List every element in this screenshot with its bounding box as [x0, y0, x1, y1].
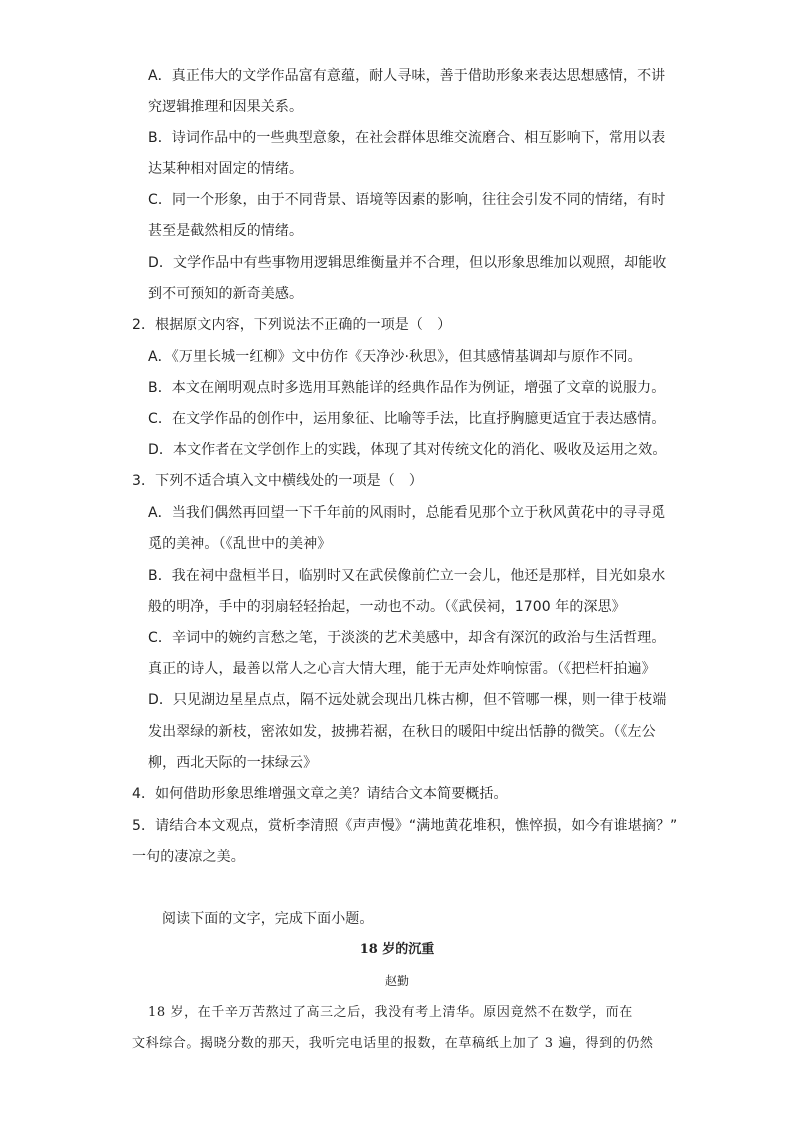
q1-option-d-line2: 到不可预知的新奇美感。: [148, 286, 304, 302]
q3-option-d-line3: 柳，西北天际的一抹绿云》: [148, 755, 318, 771]
q3-stem: 3．下列不适合填入文中横线处的一项是（ ）: [132, 473, 424, 489]
q1-option-b-line1: B．诗词作品中的一些典型意象，在社会群体思维交流磨合、相互影响下，常用以表: [148, 130, 666, 146]
article-title: 18 岁的沉重: [359, 942, 435, 957]
q3-option-b-line2: 般的明净，手中的羽扇轻轻抬起，一动也不动。（《武侯祠，1700 年的深思》: [148, 599, 626, 615]
reading-intro: 阅读下面的文字，完成下面小题。: [162, 911, 374, 927]
q4-stem: 4．如何借助形象思维增强文章之美？请结合文本简要概括。: [132, 786, 508, 802]
q1-option-a-line2: 究逻辑推理和因果关系。: [148, 99, 304, 115]
q1-option-c-line2: 甚至是截然相反的情绪。: [148, 223, 304, 239]
q1-option-b-line2: 达某种相对固定的情绪。: [148, 161, 304, 177]
q3-option-a-line2: 觅的美神。（《乱世中的美神》: [148, 536, 332, 552]
q3-option-d-line1: D．只见湖边星星点点，隔不远处就会现出几株古柳，但不管哪一棵，则一律于枝端: [148, 692, 667, 708]
q1-option-d-line1: D．文学作品中有些事物用逻辑思维衡量并不合理，但以形象思维加以观照，却能收: [148, 255, 667, 271]
q3-option-c-line2: 真正的诗人，最善以常人之心言大情大理，能于无声处炸响惊雷。（《把栏杆拍遍》: [148, 661, 656, 677]
q2-option-c: C．在文学作品的创作中，运用象征、比喻等手法，比直抒胸臆更适宜于表达感情。: [148, 411, 666, 427]
q5-stem-line1: 5．请结合本文观点，赏析李清照《声声慢》“满地黄花堆积，憔悴损，如今有谁堪摘？”: [132, 818, 678, 834]
q3-option-c-line1: C．辛词中的婉约言愁之笔，于淡淡的艺术美感中，却含有深沉的政治与生活哲理。: [148, 630, 666, 646]
article-paragraph-line2: 文科综合。揭晓分数的那天，我听完电话里的报数，在草稿纸上加了 3 遍，得到的仍然: [132, 1036, 654, 1051]
q1-option-c-line1: C．同一个形象，由于不同背景、语境等因素的影响，往往会引发不同的情绪，有时: [148, 192, 666, 208]
q3-option-b-line1: B．我在祠中盘桓半日，临别时又在武侯像前伫立一会儿，他还是那样，目光如泉水: [148, 568, 666, 584]
q1-option-a-line1: A．真正伟大的文学作品富有意蕴，耐人寻味，善于借助形象来表达思想感情，不讲: [148, 68, 666, 84]
q5-stem-line2: 一句的凄凉之美。: [132, 849, 245, 865]
article-author: 赵勤: [384, 974, 409, 988]
q2-option-a: A．《万里长城一红柳》文中仿作《天净沙·秋思》，但其感情基调却与原作不同。: [148, 349, 642, 365]
q2-option-d: D．本文作者在文学创作上的实践，体现了其对传统文化的消化、吸收及运用之效。: [148, 442, 667, 458]
q3-option-d-line2: 发出翠绿的新枝，密浓如发，披拂若裾，在秋日的暖阳中绽出恬静的微笑。（《左公: [148, 724, 656, 740]
q3-option-a-line1: A．当我们偶然再回望一下千年前的风雨时，总能看见那个立于秋风黄花中的寻寻觅: [148, 505, 666, 521]
article-paragraph-line1: 18 岁，在千辛万苦熬过了高三之后，我没有考上清华。原因竟然不在数学，而在: [148, 1005, 633, 1020]
q2-option-b: B．本文在阐明观点时多选用耳熟能详的经典作品作为例证，增强了文章的说服力。: [148, 380, 666, 396]
q2-stem: 2．根据原文内容，下列说法不正确的一项是（ ）: [132, 317, 452, 333]
